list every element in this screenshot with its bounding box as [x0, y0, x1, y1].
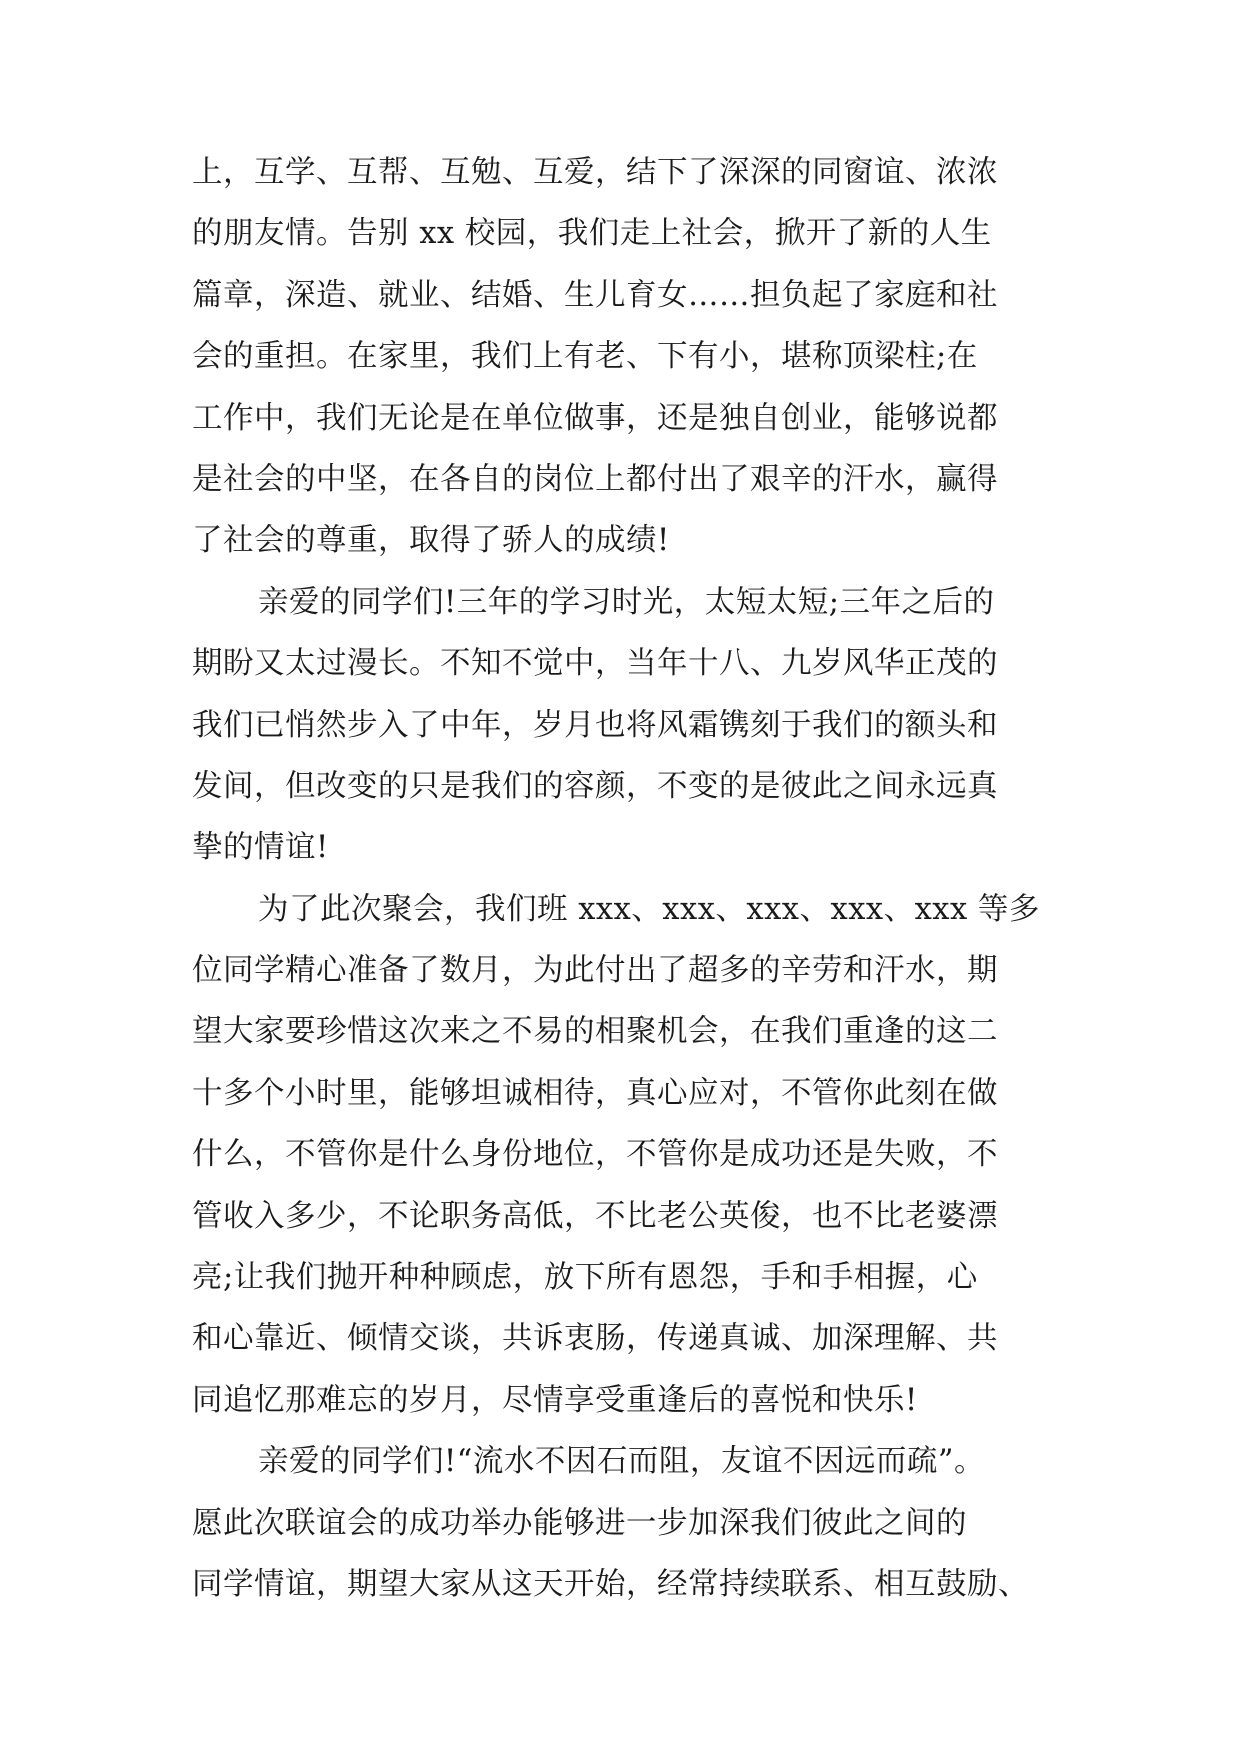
text-line: 亮;让我们抛开种种顾虑，放下所有恩怨，手和手相握，心 [192, 1260, 978, 1296]
text-line: 十多个小时里，能够坦诚相待，真心应对，不管你此刻在做 [192, 1075, 998, 1111]
text-line: 期盼又太过漫长。不知不觉中，当年十八、九岁风华正茂的 [192, 646, 998, 682]
text-line: 愿此次联谊会的成功举办能够进一步加深我们彼此之间的 [192, 1505, 967, 1541]
text-line: 和心靠近、倾情交谈，共诉衷肠，传递真诚、加深理解、共 [192, 1321, 998, 1357]
document-body [192, 142, 1052, 1615]
text-line: 了社会的尊重，取得了骄人的成绩! [192, 523, 670, 559]
text-line: 我们已悄然步入了中年，岁月也将风霜镌刻于我们的额头和 [192, 707, 998, 743]
text-line: 管收入多少，不论职务高低，不比老公英俊，也不比老婆漂 [192, 1198, 998, 1234]
text-line: 挚的情谊! [192, 830, 329, 866]
paragraph-start-line: 亲爱的同学们!三年的学习时光，太短太短;三年之后的 [258, 584, 995, 620]
text-line: 同追忆那难忘的岁月，尽情享受重逢后的喜悦和快乐! [192, 1382, 918, 1418]
text-line: 工作中，我们无论是在单位做事，还是独自创业，能够说都 [192, 400, 998, 436]
text-line: 位同学精心准备了数月，为此付出了超多的辛劳和汗水，期 [192, 953, 998, 989]
paragraph-start-line: 为了此次聚会，我们班 xxx、xxx、xxx、xxx、xxx 等多 [258, 891, 1040, 927]
paragraph-start-line: 亲爱的同学们!“流水不因石而阻，友谊不因远而疏”。 [258, 1444, 985, 1480]
text-line: 什么，不管你是什么身份地位，不管你是成功还是失败，不 [192, 1137, 998, 1173]
text-line: 是社会的中坚，在各自的岗位上都付出了艰辛的汗水，赢得 [192, 461, 998, 497]
text-line: 上，互学、互帮、互勉、互爱，结下了深深的同窗谊、浓浓 [192, 155, 998, 190]
text-line: 的朋友情。告别 xx 校园，我们走上社会，掀开了新的人生 [192, 216, 992, 252]
text-line: 发间，但改变的只是我们的容颜，不变的是彼此之间永远真 [192, 768, 998, 804]
text-line: 同学情谊，期望大家从这天开始，经常持续联系、相互鼓励、 [192, 1566, 1029, 1602]
text-line: 会的重担。在家里，我们上有老、下有小，堪称顶梁柱;在 [192, 339, 978, 375]
text-line: 篇章，深造、就业、结婚、生儿育女……担负起了家庭和社 [192, 277, 998, 313]
text-line: 望大家要珍惜这次来之不易的相聚机会，在我们重逢的这二 [192, 1014, 998, 1050]
